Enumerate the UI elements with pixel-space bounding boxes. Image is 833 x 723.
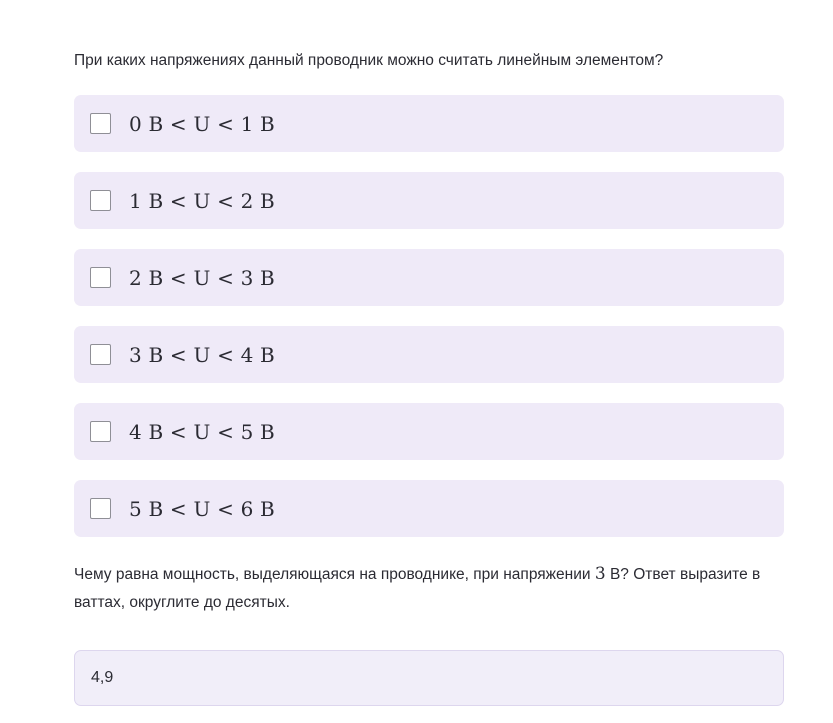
option-4-5[interactable] [74,403,784,460]
option-label: 3 В < U < 4 В [129,342,275,367]
option-label: 4 В < U < 5 В [129,419,275,444]
voltage-value: 3 [594,564,606,584]
option-0-1[interactable] [74,95,784,152]
checkbox[interactable] [90,421,111,442]
option-3-4[interactable] [74,326,784,383]
option-5-6[interactable] [74,480,784,537]
checkbox[interactable] [90,344,111,365]
question-text-part: В? Ответ выразите в ваттах, округлите до десятых. [74,566,761,611]
option-label: 2 В < U < 3 В [129,265,275,290]
option-label: 5 В < U < 6 В [129,496,275,521]
option-1-2[interactable] [74,172,784,229]
option-label: 1 В < U < 2 В [129,188,275,213]
checkbox[interactable] [90,190,111,211]
option-2-3[interactable] [74,249,784,306]
answer-input[interactable] [74,650,784,706]
power-question-text [74,560,786,617]
option-label: 0 В < U < 1 В [129,111,275,136]
question-text-part: Чему равна мощность, выделяющаяся на проводнике, при напряжении [74,566,595,583]
options-list [74,95,784,557]
checkbox[interactable] [90,498,111,519]
answer-value: 4,9 [91,669,114,686]
question-text: При каких напряжениях данный проводник можно считать линейным элементом? [74,52,664,69]
checkbox[interactable] [90,267,111,288]
checkbox[interactable] [90,113,111,134]
